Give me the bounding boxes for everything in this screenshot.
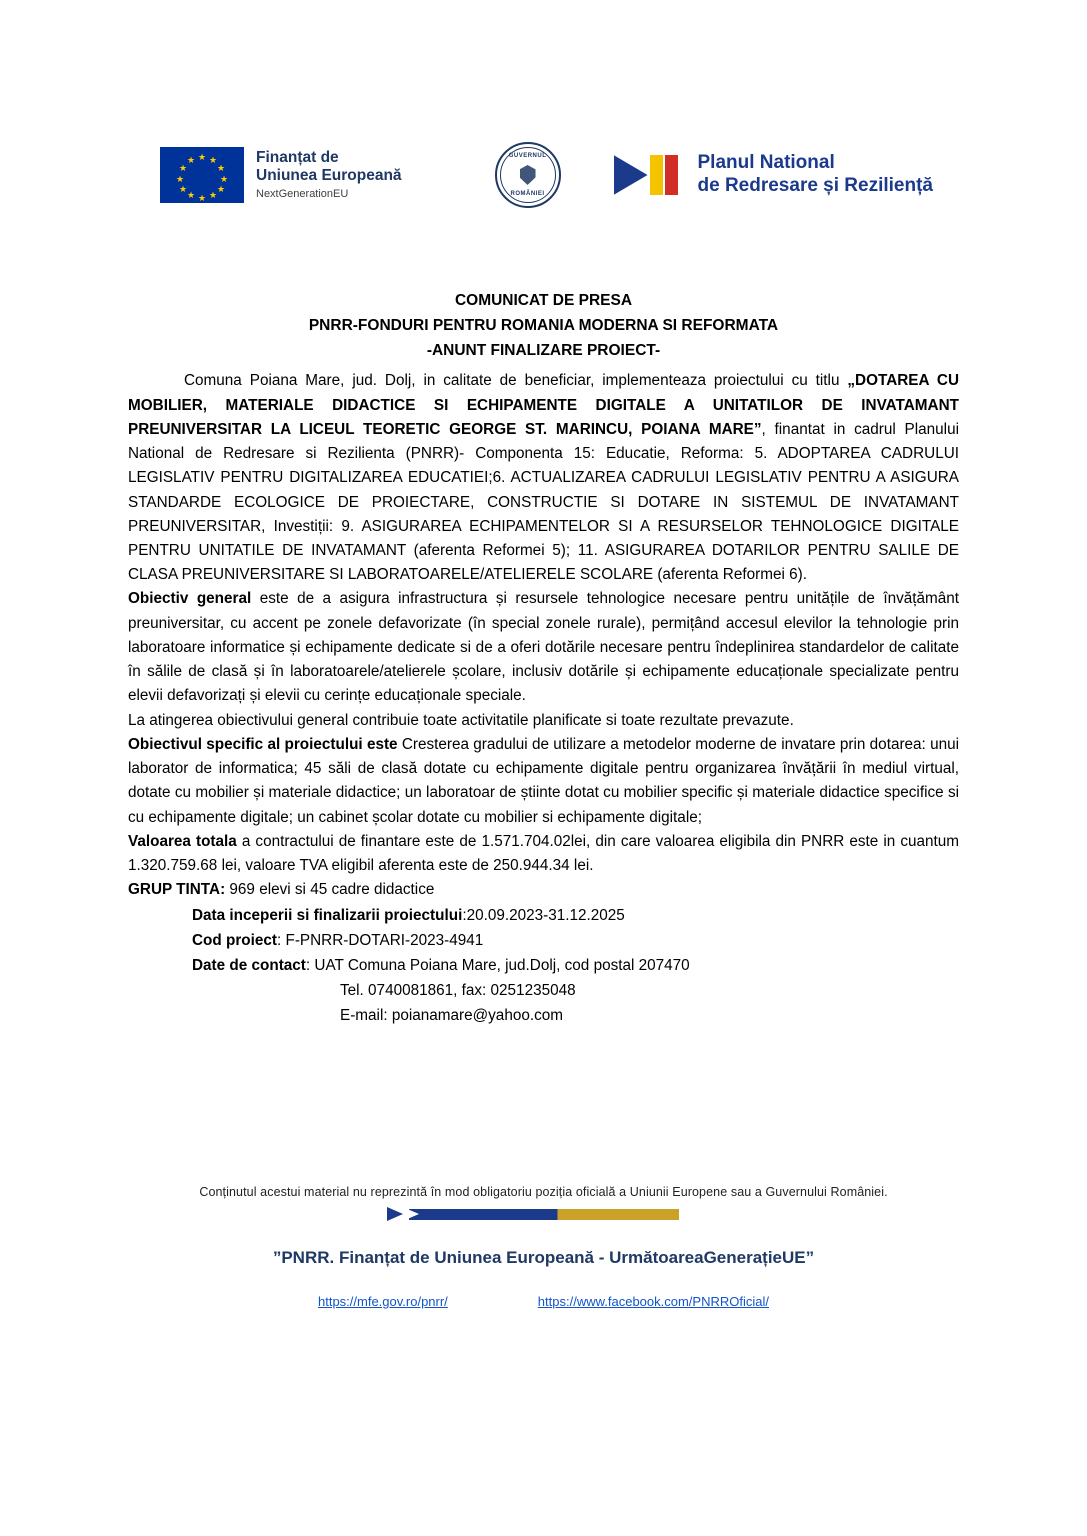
document-body — [128, 369, 959, 902]
contact-label: Date de contact — [192, 957, 306, 975]
grup-tinta-label: GRUP TINTA: — [128, 881, 226, 899]
seal-top-text: GUVERNUL — [508, 153, 547, 159]
project-details — [128, 904, 959, 1028]
title-line-1: COMUNICAT DE PRESA — [454, 292, 633, 309]
objectiv-general-text: este de a asigura infrastructura și resursele tehnologice necesare pentru unitățile de învățământ preuniversitar, cu accent pe zonele defavorizate (în special zonele rurale), permițând accesul elevilor la tehnologie prin laboratoare informatice și echipamente dedicate si de a oferi dotările necesare pentru îndeplinirea standardelor de calitate în sălile de clasă și în laboratoarele/atelierele școlare, inclusiv dotările și echipamente educaționale specializate pentru elevii defavorizați și elevii cu cerințe educaționale speciale. — [128, 590, 959, 705]
document-footer — [0, 1185, 1087, 1309]
intro-rest: , finantat in cadrul Planului National de Redresare si Rezilienta (PNRR)- Componenta 15: Educatie, Reforma: 5. ADOPTAREA CADRULUI LEGISLATIV PENTRU DIGITALIZAREA EDUCATIEI;6. ACTUALIZAREA CADRULUI LEGISLATIV PENTRU A ASIGURA STANDARDE ECOLOGICE DE PROIECTARE, CONSTRUCTIE SI DOTARE IN SISTEMUL DE INVATAMANT PREUNIVERSITAR, Investiții: 9. ASIGURAREA ECHIPAMENTELOR SI A RESURSELOR TEHNOLOGICE DIGITALE PENTRU UNITATILE DE INVATAMANT (aferenta Reformei 5); 11. ASIGURAREA DOTARILOR PENTRU SALILE DE CLASA PREUNIVERSITARE SI LABORATOARELE/ATELIERELE SCOLARE (aferenta Reformei 6). — [128, 420, 959, 584]
pnrr-logo — [614, 151, 934, 199]
grup-tinta-text: 969 elevi si 45 cadre didactice — [225, 881, 435, 899]
code-value: : F-PNRR-DOTARI-2023-4941 — [276, 932, 484, 950]
footer-decorative-bar — [0, 1209, 1087, 1220]
eu-logo-line1: Finanțat de — [256, 148, 339, 166]
detail-contact — [128, 954, 959, 979]
title-line-2: PNRR-FONDURI PENTRU ROMANIA MODERNA SI REFORMATA — [308, 317, 779, 335]
detail-phone: Tel. 0740081861, fax: 0251235048 — [340, 981, 576, 999]
government-of-romania-seal — [495, 142, 561, 208]
eu-logo-line2: Uniunea Europeană — [256, 167, 402, 185]
arrow-inner-icon — [405, 1208, 419, 1220]
objectiv-specific-label: Obiectivul specific al proiectului este — [128, 735, 398, 753]
seal-bottom-text: ROMÂNIEI — [510, 191, 545, 197]
title-line-3: -ANUNT FINALIZARE PROIECT- — [426, 342, 661, 360]
eu-funding-logo — [160, 147, 402, 203]
valoare-totala-text: a contractului de finantare este de 1.571.704.02lei, din care valoarea eligibila din PNRR este in cuantum 1.320.759.68 lei, valoare TVA eligibil aferenta este de 250.944.34 lei. — [128, 832, 959, 875]
pnrr-logo-line1: Planul National — [697, 152, 835, 174]
logo-header — [128, 0, 959, 210]
eu-flag-icon: ★ ★ ★ ★ ★ ★ ★ ★ ★ ★ ★ ★ — [160, 147, 244, 203]
detail-email: E-mail: poianamare@yahoo.com — [340, 1006, 563, 1024]
project-title: DOTAREA CU MOBILIER, MATERIALE DIDACTICE SI ECHIPAMENTE DIGITALE A UNITATILOR DE INVATAMANT PREUNIVERSITAR LA LICEUL TEORETIC GEORGE ST. MARINCU, POIANA MARE” — [128, 372, 959, 438]
footer-links — [0, 1294, 1087, 1309]
pnrr-logo-line2: de Redresare și Reziliență — [697, 175, 933, 196]
link-facebook-pnrr[interactable]: https://www.facebook.com/PNRROficial/ — [537, 1294, 769, 1309]
eu-logo-line3: NextGenerationEU — [256, 188, 349, 201]
document-titles — [128, 288, 959, 363]
quote-open: „ — [847, 372, 856, 390]
contact-value: : UAT Comuna Poiana Mare, jud.Dolj, cod postal 207470 — [305, 957, 690, 975]
dates-value: :20.09.2023-31.12.2025 — [462, 907, 625, 925]
dates-label: Data inceperii si finalizarii proiectului — [192, 907, 463, 925]
pnrr-flag-icon — [614, 151, 686, 199]
paragraph-valoare-totala — [128, 830, 959, 878]
footer-slogan: ”PNRR. Finanțat de Uniunea Europeană - UrmătoareaGenerațieUE” — [272, 1248, 815, 1267]
paragraph-contributie — [128, 709, 959, 733]
code-label: Cod proiect — [192, 932, 277, 950]
detail-code — [128, 929, 959, 954]
detail-dates — [128, 904, 959, 929]
arrow-icon — [387, 1207, 403, 1221]
paragraph-objectiv-general — [128, 587, 959, 708]
paragraph-grup-tinta — [128, 878, 959, 902]
contributie-text: La atingerea obiectivului general contribuie toate activitatile planificate si toate rezultate prevazute. — [128, 711, 794, 729]
valoare-totala-label: Valoarea totala — [128, 832, 237, 850]
objectiv-specific-text: Cresterea gradului de utilizare a metodelor moderne de invatare prin dotarea: unui laborator de informatica; 45 săli de clasă dotate cu echipamente digitale pentru organizarea învățării în mediul virtual, dotate cu mobilier și materiale didactice; un laboratoar de știinte dotat cu mobilier specific și materiale didactice specifice si cu echipamente digitale; un cabinet școlar dotate cu mobilier si echipamente digitale; — [128, 735, 959, 826]
intro-text: Comuna Poiana Mare, jud. Dolj, in calitate de beneficiar, implementeaza proiectului cu titlu — [184, 372, 848, 390]
link-mfe-pnrr[interactable]: https://mfe.gov.ro/pnrr/ — [317, 1294, 448, 1309]
paragraph-objectiv-specific — [128, 733, 959, 830]
objectiv-general-label: Obiectiv general — [128, 590, 252, 608]
footer-disclaimer: Conținutul acestui material nu reprezintă în mod obligatoriu poziția oficială a Uniunii Europene sau a Guvernului României. — [199, 1185, 888, 1199]
paragraph-intro — [128, 369, 959, 587]
